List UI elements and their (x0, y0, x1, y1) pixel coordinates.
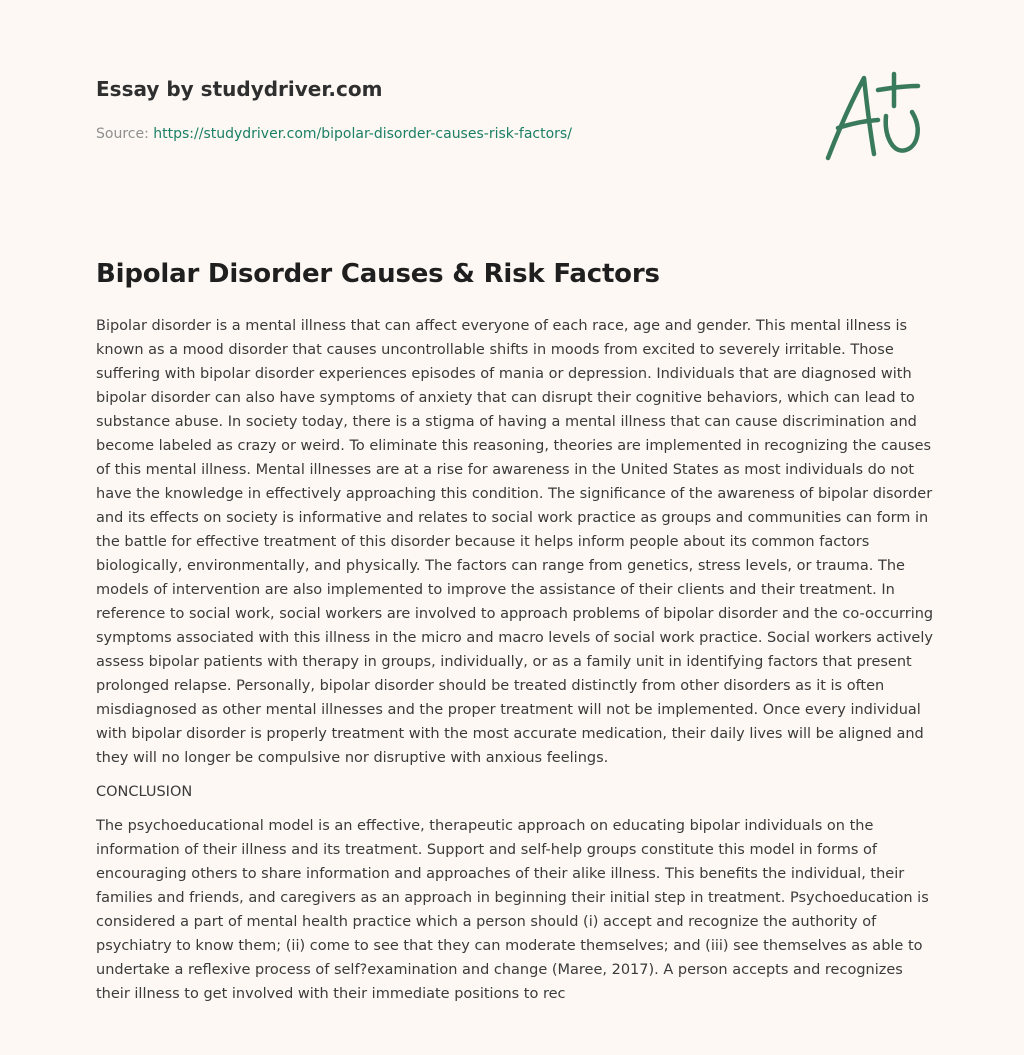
page-header (96, 74, 796, 144)
essay-title: Bipolar Disorder Causes & Risk Factors (96, 259, 660, 289)
essay-body (96, 314, 936, 1006)
source-line (96, 124, 796, 144)
site-brand: Essay by studydriver.com (96, 77, 383, 101)
essay-paragraph: The psychoeducational model is an effective, therapeutic approach on educating bipolar individuals on the information of their illness and its treatment. Support and self-help groups constitute this model in forms of encouraging others to share information and approaches of their alike illness. This benefits the individual, their families and friends, and caregivers as an approach in beginning their initial step in treatment. Psychoeducation is considered a part of mental health practice which a person should (i) accept and recognize the authority of psychiatry to know them; (ii) come to see that they can moderate themselves; and (iii) see themselves as able to undertake a reflexive process of self?examination and change (Maree, 2017). A person accepts and recognizes their illness to get involved with their immediate positions to rec (96, 818, 929, 1002)
source-link[interactable]: https://studydriver.com/bipolar-disorder-causes-risk-factors/ (153, 126, 572, 142)
essay-paragraph: Bipolar disorder is a mental illness that can affect everyone of each race, age and gender. This mental illness is known as a mood disorder that causes uncontrollable shifts in moods from excited to severely irritable. Those suffering with bipolar disorder experiences episodes of mania or depression. Individuals that are diagnosed with bipolar disorder can also have symptoms of anxiety that can disrupt their cognitive behaviors, which can lead to substance abuse. In society today, there is a stigma of having a mental illness that can cause discrimination and become labeled as crazy or weird. To eliminate this reasoning, theories are implemented in recognizing the causes of this mental illness. Mental illnesses are at a rise for awareness in the United States as most individuals do not have the knowledge in effectively approaching this condition. The significance of the awareness of bipolar disorder and its effects on society is informative and relates to social work practice as groups and communities can form in the battle for effective treatment of this disorder because it helps inform people about its common factors biologically, environmentally, and physically. The factors can range from genetics, stress levels, or trauma. The models of intervention are also implemented to improve the assistance of their clients and their treatment. In reference to social work, social workers are involved to approach problems of bipolar disorder and the co-occurring symptoms associated with this illness in the micro and macro levels of social work practice. Social workers actively assess bipolar patients with therapy in groups, individually, or as a family unit in identifying factors that present prolonged relapse. Personally, bipolar disorder should be treated distinctly from other disorders as it is often misdiagnosed as other mental illnesses and the proper treatment will not be implemented. Once every individual with bipolar disorder is properly treatment with the most accurate medication, their daily lives will be aligned and they will no longer be compulsive nor disruptive with anxious feelings. (96, 318, 934, 766)
a-plus-icon (820, 66, 928, 166)
source-label: Source: (96, 126, 149, 142)
section-heading: CONCLUSION (96, 784, 193, 800)
